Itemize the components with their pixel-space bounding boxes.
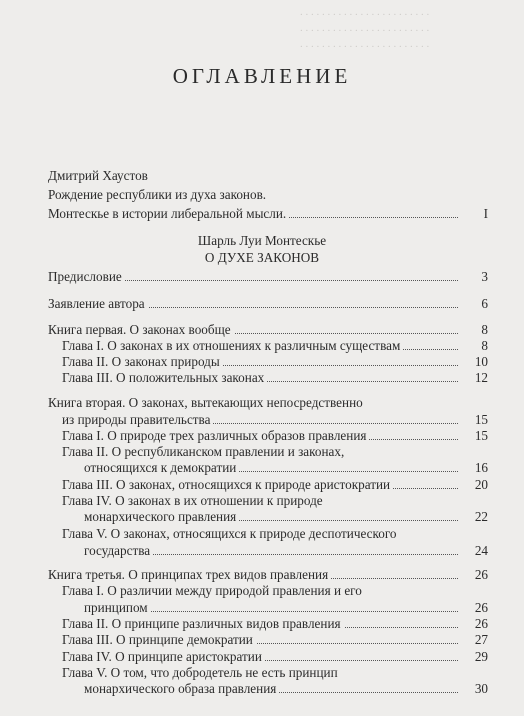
entry-title: монархического образа правления	[84, 681, 279, 697]
toc-chapter-title: Глава II. О республиканском правлении и законах,	[62, 444, 345, 459]
entry-title: государства	[84, 543, 153, 559]
toc-chapter-entry[interactable]	[84, 543, 488, 559]
entry-title: Книга первая. О законах вообще	[48, 322, 234, 338]
toc-chapter-entry[interactable]	[62, 632, 488, 648]
entry-page: 15	[460, 412, 488, 428]
entry-page: 24	[460, 543, 488, 559]
toc-book-entry[interactable]	[48, 322, 488, 338]
entry-title: Глава III. О принципе демократии	[62, 632, 256, 648]
toc-chapter-entry[interactable]	[84, 509, 488, 525]
toc-book-entry[interactable]	[48, 567, 488, 583]
entry-title: Глава III. О положительных законах	[62, 370, 267, 386]
entry-page: 22	[460, 509, 488, 525]
work-title: О ДУХЕ ЗАКОНОВ	[204, 250, 320, 265]
entry-page: 30	[460, 681, 488, 697]
entry-title: из природы правительства	[62, 412, 213, 428]
toc-book-title: Книга вторая. О законах, вытекающих непосредственно	[48, 395, 363, 410]
toc-chapter-title: Глава I. О различии между природой правления и его	[62, 583, 362, 598]
entry-title: Монтескье в истории либеральной мысли.	[48, 206, 289, 222]
toc-book-entry[interactable]	[48, 269, 488, 285]
work-author: Шарль Луи Монтескье	[197, 233, 327, 248]
entry-title: Глава III. О законах, относящихся к природе аристократии	[62, 477, 393, 493]
toc-chapter-entry[interactable]	[84, 681, 488, 697]
entry-title: Книга третья. О принципах трех видов правления	[48, 567, 331, 583]
entry-page: 20	[460, 477, 488, 493]
show-through-text: . . . . . . . . . . . . . . . . . . . . . . . .	[300, 22, 430, 34]
toc-chapter-title: Глава V. О законах, относящихся к природе деспотического	[62, 526, 397, 541]
entry-title: Предисловие	[48, 269, 125, 285]
entry-page: 27	[460, 632, 488, 648]
entry-page: 8	[460, 338, 488, 354]
entry-page: 26	[460, 616, 488, 632]
toc-chapter-entry[interactable]	[62, 338, 488, 354]
entry-page: 10	[460, 354, 488, 370]
toc-chapter-entry[interactable]	[62, 428, 488, 444]
toc-chapter-entry[interactable]	[62, 477, 488, 493]
entry-page: 29	[460, 649, 488, 665]
toc-chapter-entry[interactable]	[84, 460, 488, 476]
entry-page: 16	[460, 460, 488, 476]
entry-page: 26	[460, 600, 488, 616]
entry-title: Глава I. О законах в их отношениях к различным существам	[62, 338, 403, 354]
entry-title: принципом	[84, 600, 151, 616]
entry-page: I	[460, 206, 488, 222]
show-through-text: . . . . . . . . . . . . . . . . . . . . . . . .	[300, 38, 430, 50]
entry-page: 6	[460, 296, 488, 312]
toc-book-entry[interactable]	[62, 412, 488, 428]
intro-author: Дмитрий Хаустов	[48, 168, 148, 183]
toc-chapter-entry[interactable]	[62, 649, 488, 665]
entry-page: 26	[460, 567, 488, 583]
entry-title: монархического правления	[84, 509, 239, 525]
toc-chapter-title: Глава V. О том, что добродетель не есть принцип	[62, 665, 338, 680]
intro-title: Рождение республики из духа законов.	[48, 187, 267, 202]
entry-title: Глава II. О законах природы	[62, 354, 223, 370]
entry-page: 12	[460, 370, 488, 386]
entry-title: относящихся к демократии	[84, 460, 239, 476]
toc-chapter-title: Глава IV. О законах в их отношении к природе	[62, 493, 323, 508]
toc-chapter-entry[interactable]	[62, 616, 488, 632]
show-through-text: . . . . . . . . . . . . . . . . . . . . . . . .	[300, 6, 430, 18]
page-title: ОГЛАВЛЕНИЕ	[172, 64, 352, 88]
toc-chapter-entry[interactable]	[84, 600, 488, 616]
toc-chapter-entry[interactable]	[62, 370, 488, 386]
toc-book-entry[interactable]	[48, 296, 488, 312]
entry-page: 15	[460, 428, 488, 444]
entry-page: 3	[460, 269, 488, 285]
entry-title: Заявление автора	[48, 296, 148, 312]
entry-title: Глава I. О природе трех различных образов правления	[62, 428, 369, 444]
entry-title: Глава IV. О принципе аристократии	[62, 649, 265, 665]
toc-entry-intro[interactable]	[48, 206, 488, 222]
toc-chapter-entry[interactable]	[62, 354, 488, 370]
entry-page: 8	[460, 322, 488, 338]
entry-title: Глава II. О принципе различных видов правления	[62, 616, 344, 632]
